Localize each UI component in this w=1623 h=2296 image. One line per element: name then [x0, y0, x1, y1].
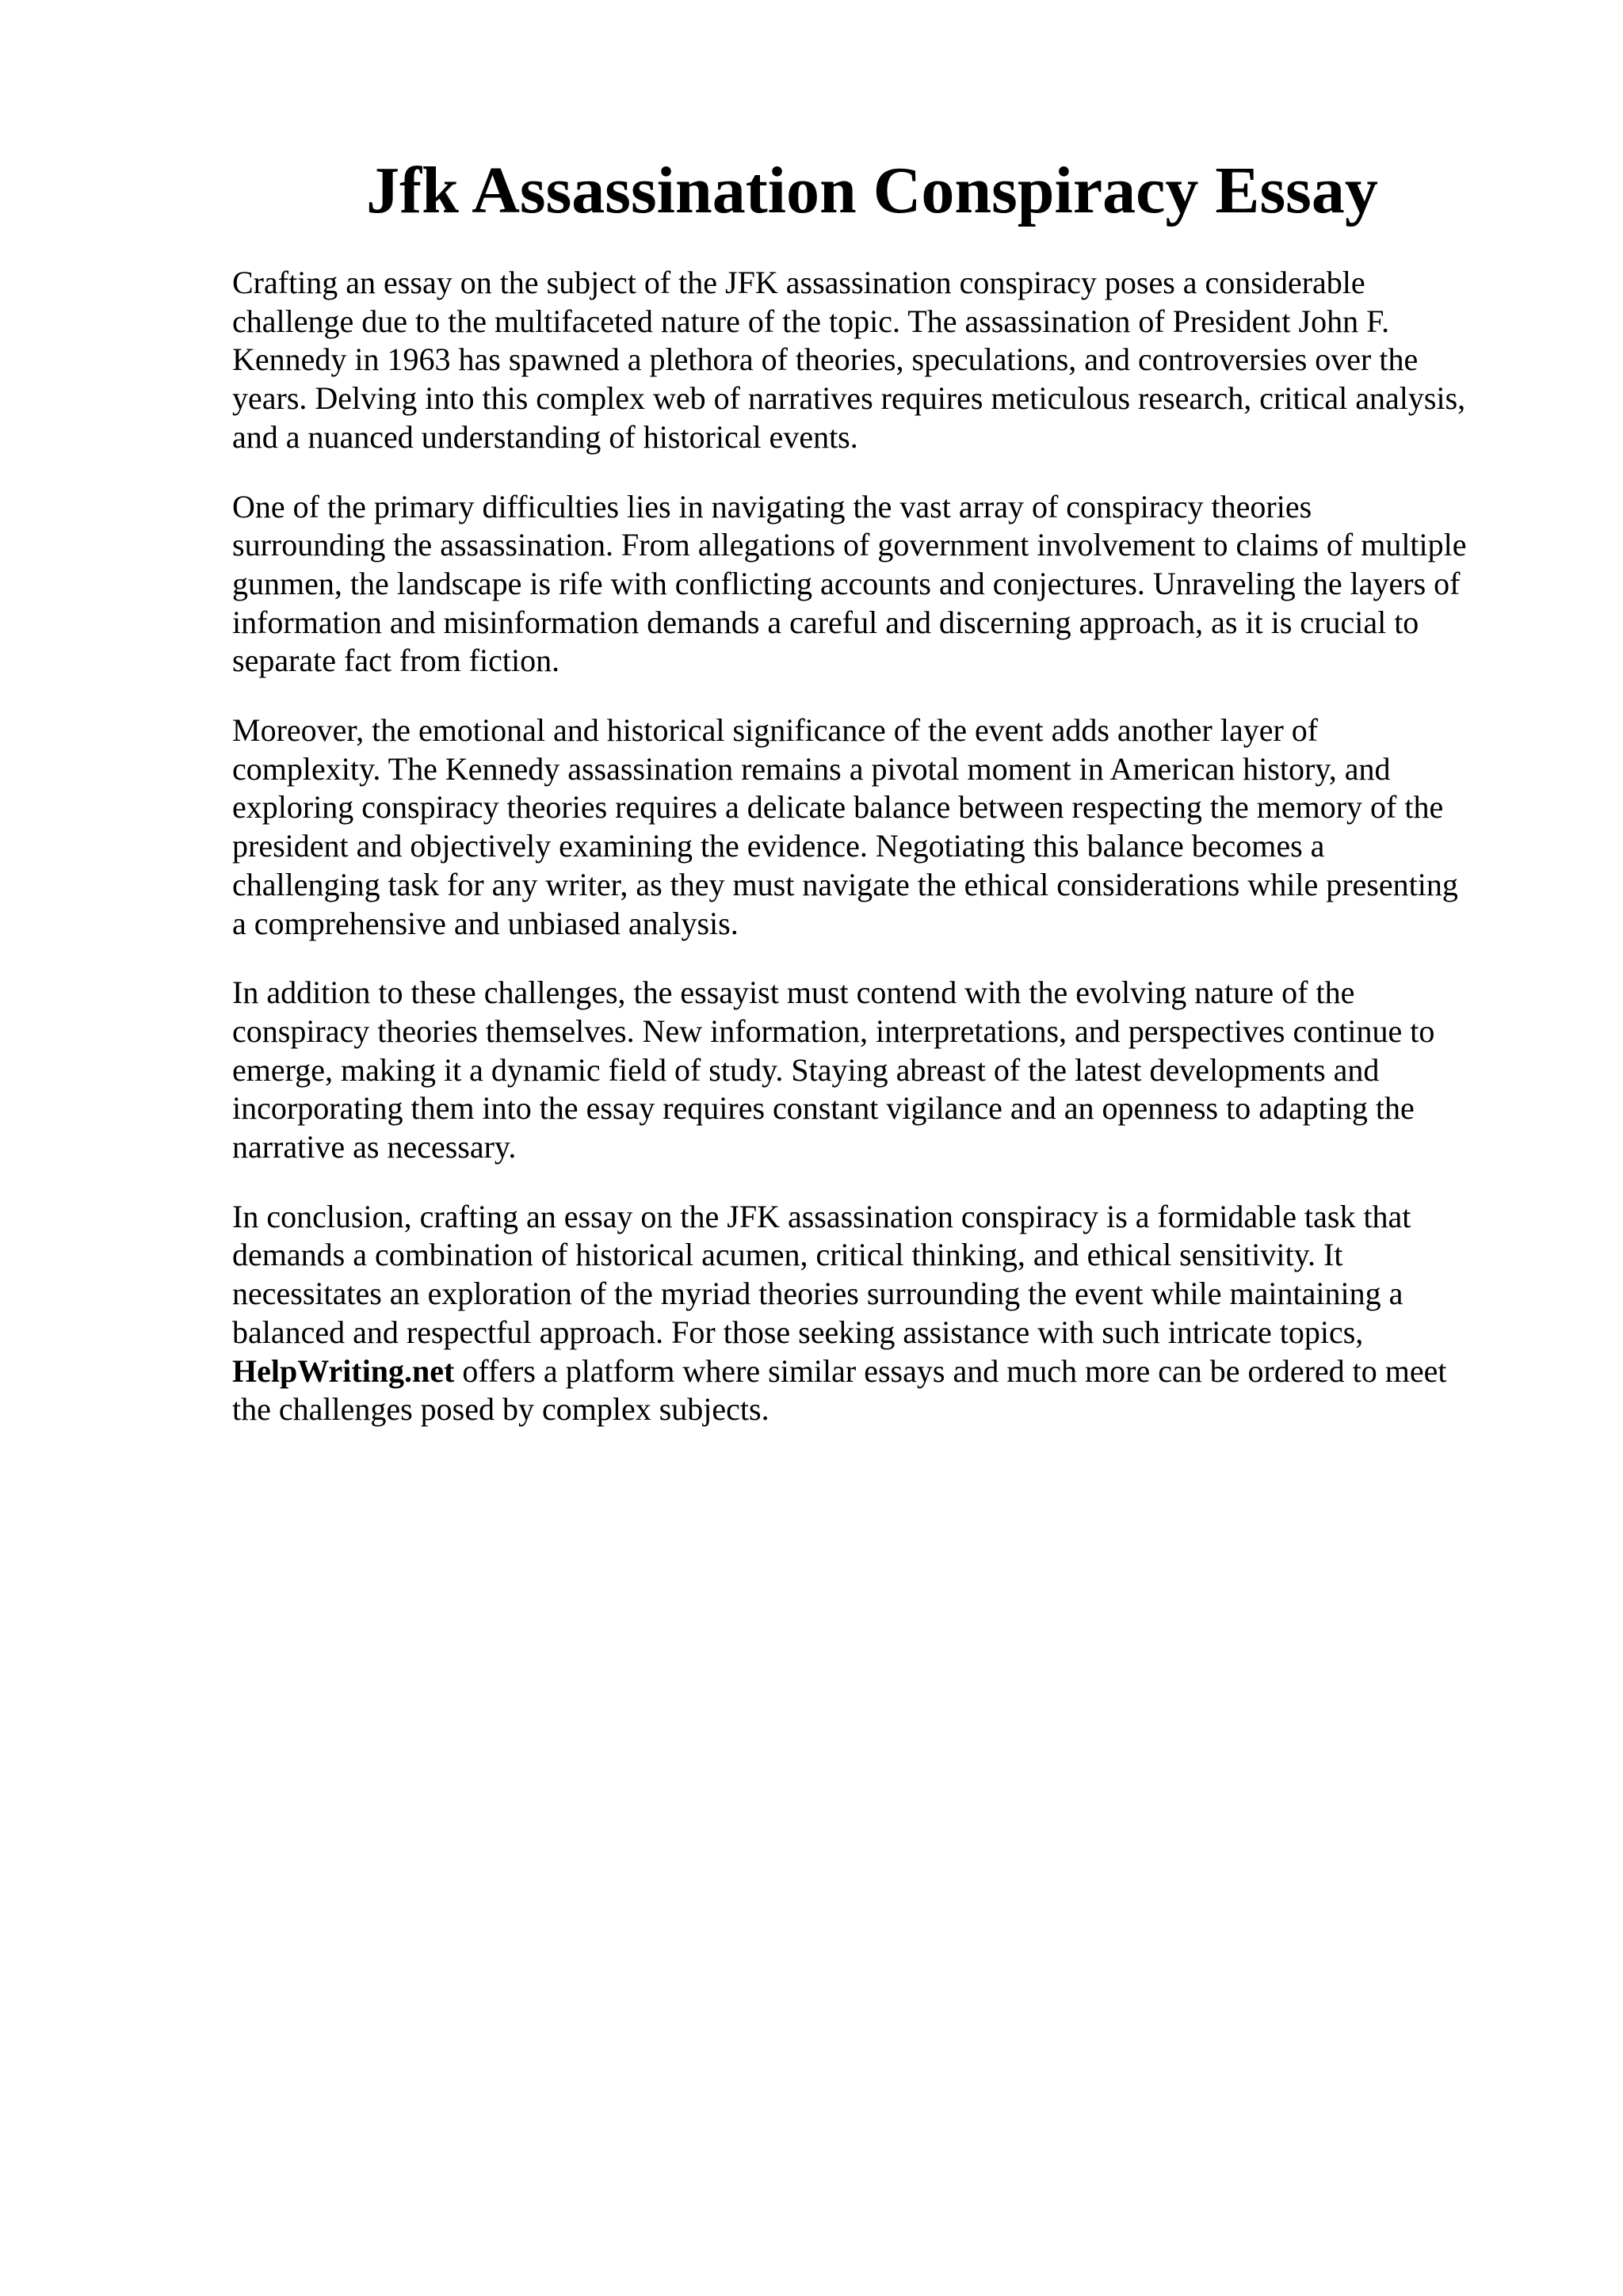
brand-name: HelpWriting.net	[232, 1352, 455, 1389]
text-line: complexity. The Kennedy assassination remains a pivotal moment in American history, and	[232, 750, 1391, 787]
text-line: president and objectively examining the evidence. Negotiating this balance becomes a	[232, 828, 1325, 864]
paragraph-2	[232, 488, 1532, 681]
document-title: Jfk Assassination Conspiracy Essay	[366, 154, 1378, 227]
text-line: the challenges posed by complex subjects.	[232, 1391, 769, 1428]
text-line: and a nuanced understanding of historical events.	[232, 418, 858, 455]
brand-line-text: offers a platform where similar essays and much more can be ordered to meet	[454, 1352, 1447, 1389]
text-line: narrative as necessary.	[232, 1129, 517, 1165]
text-line: demands a combination of historical acumen, critical thinking, and ethical sensitivity. It	[232, 1237, 1343, 1273]
text-line: exploring conspiracy theories requires a delicate balance between respecting the memory of the	[232, 789, 1444, 826]
text-line: One of the primary difficulties lies in navigating the vast array of conspiracy theories	[232, 488, 1312, 524]
text-line: challenging task for any writer, as they must navigate the ethical considerations while presenting	[232, 866, 1458, 902]
paragraph-3	[232, 711, 1532, 943]
text-line: In conclusion, crafting an essay on the JFK assassination conspiracy is a formidable task that	[232, 1198, 1411, 1234]
text-line: In addition to these challenges, the essayist must contend with the evolving nature of the	[232, 974, 1355, 1011]
text-line: Moreover, the emotional and historical significance of the event adds another layer of	[232, 712, 1319, 749]
text-line	[232, 1352, 1532, 1391]
text-line: years. Delving into this complex web of narratives requires meticulous research, critical analysis,	[232, 380, 1466, 417]
text-line: conspiracy theories themselves. New information, interpretations, and perspectives continue to	[232, 1013, 1435, 1049]
text-line: surrounding the assassination. From allegations of government involvement to claims of multiple	[232, 527, 1467, 563]
text-line: Kennedy in 1963 has spawned a plethora of theories, speculations, and controversies over the	[232, 341, 1419, 378]
text-line: challenge due to the multifaceted nature of the topic. The assassination of President John F.	[232, 303, 1390, 339]
paragraph-1	[232, 264, 1532, 457]
text-line: separate fact from fiction.	[232, 643, 560, 679]
text-line: balanced and respectful approach. For those seeking assistance with such intricate topics,	[232, 1314, 1364, 1350]
text-line: incorporating them into the essay requires constant vigilance and an openness to adapting the	[232, 1090, 1415, 1127]
paragraph-5	[232, 1198, 1532, 1429]
paragraph-4	[232, 974, 1532, 1167]
text-line: Crafting an essay on the subject of the JFK assassination conspiracy poses a considerable	[232, 265, 1365, 300]
text-line: a comprehensive and unbiased analysis.	[232, 905, 739, 941]
text-line: necessitates an exploration of the myriad theories surrounding the event while maintaining a	[232, 1276, 1403, 1312]
text-line: gunmen, the landscape is rife with conflicting accounts and conjectures. Unraveling the layers of	[232, 565, 1461, 601]
document-body	[232, 264, 1532, 1460]
text-line: information and misinformation demands a careful and discerning approach, as it is crucial to	[232, 604, 1419, 640]
text-line: emerge, making it a dynamic field of study. Staying abreast of the latest developments and	[232, 1051, 1380, 1088]
